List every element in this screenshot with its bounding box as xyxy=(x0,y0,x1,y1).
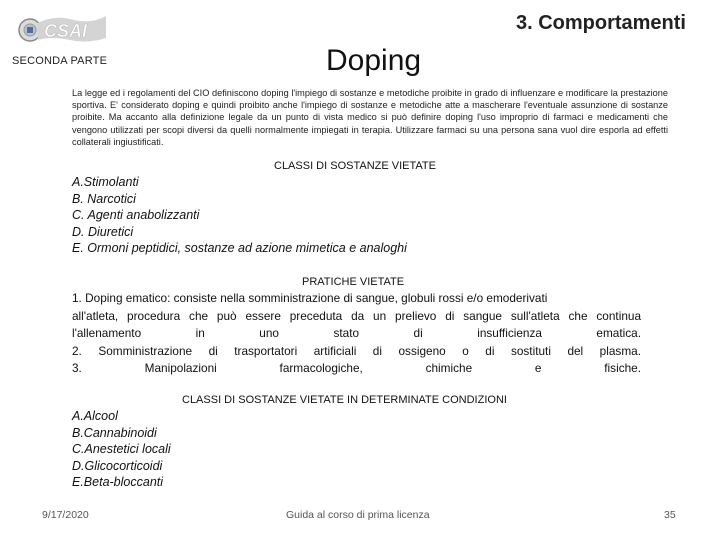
svg-text:CSAI: CSAI xyxy=(44,21,88,41)
chapter-title: 3. Comportamenti xyxy=(515,12,686,34)
banned-practices-heading: PRATICHE VIETATE xyxy=(302,276,405,288)
conditional-substances-list xyxy=(72,408,171,491)
page-number: 35 xyxy=(664,509,676,521)
list-item: C. Agenti anabolizzanti xyxy=(72,208,200,222)
list-item: E. Ormoni peptidici, sostanze ad azione mimetica e analoghi xyxy=(72,241,407,255)
practice-line: l'allenamento in uno stato di insufficienza ematica. xyxy=(72,326,641,341)
section-label: SECONDA PARTE xyxy=(12,55,108,67)
list-item: D. Diuretici xyxy=(72,224,134,239)
csai-logo xyxy=(14,10,110,48)
footer-title: Guida al corso di prima licenza xyxy=(286,509,430,521)
footer-date: 9/17/2020 xyxy=(42,509,89,521)
list-item: E.Beta-bloccanti xyxy=(72,475,164,489)
banned-practices-list xyxy=(72,290,641,378)
banned-substances-heading: CLASSI DI SOSTANZE VIETATE xyxy=(274,160,436,172)
list-item: B. Narcotici xyxy=(72,191,136,206)
list-item: C.Anestetici locali xyxy=(72,442,171,456)
list-item: D.Glicocorticoidi xyxy=(72,458,163,473)
banned-substances-list xyxy=(72,174,407,257)
conditional-substances-heading: CLASSI DI SOSTANZE VIETATE IN DETERMINATE CONDIZIONI xyxy=(182,394,507,406)
list-item: A.Stimolanti xyxy=(72,175,139,189)
page-title: Doping xyxy=(326,44,422,77)
practice-line: 2. Somministrazione di trasportatori artificiali di ossigeno o di sostituti del plasma. xyxy=(72,343,641,358)
practice-line: 1. Doping ematico: consiste nella somministrazione di sangue, globuli rossi e/o emoderivati xyxy=(72,291,548,305)
list-item: A.Alcool xyxy=(72,409,118,423)
practice-line: 3. Manipolazioni farmacologiche, chimiche e fisiche. xyxy=(72,361,641,376)
intro-paragraph: La legge ed i regolamenti del CIO definiscono doping l'impiego di sostanze e metodiche proibite in grado di influenzare e modificare la prestazione sportiva. E' considerato doping e quindi proibito anche l'impiego di sostanze e metodiche atte a mascherare l'eventuale assunzione di sostanze proibite. Ma accanto alla definizione legale da un punto di vista medico si può definire doping l'uso improprio di farmaci e medicamenti che vengono utilizzati per scopi diversi da quelli normalmente impiegati in terapia. Utilizzare farmaci su una persona sana vuol dire esporla ad effetti collaterali ingiustificati. xyxy=(72,88,668,147)
practice-line: all'atleta, procedura che può essere preceduta da un prelievo di sangue sull'atleta che continua xyxy=(72,308,641,323)
list-item: B.Cannabinoidi xyxy=(72,425,157,440)
